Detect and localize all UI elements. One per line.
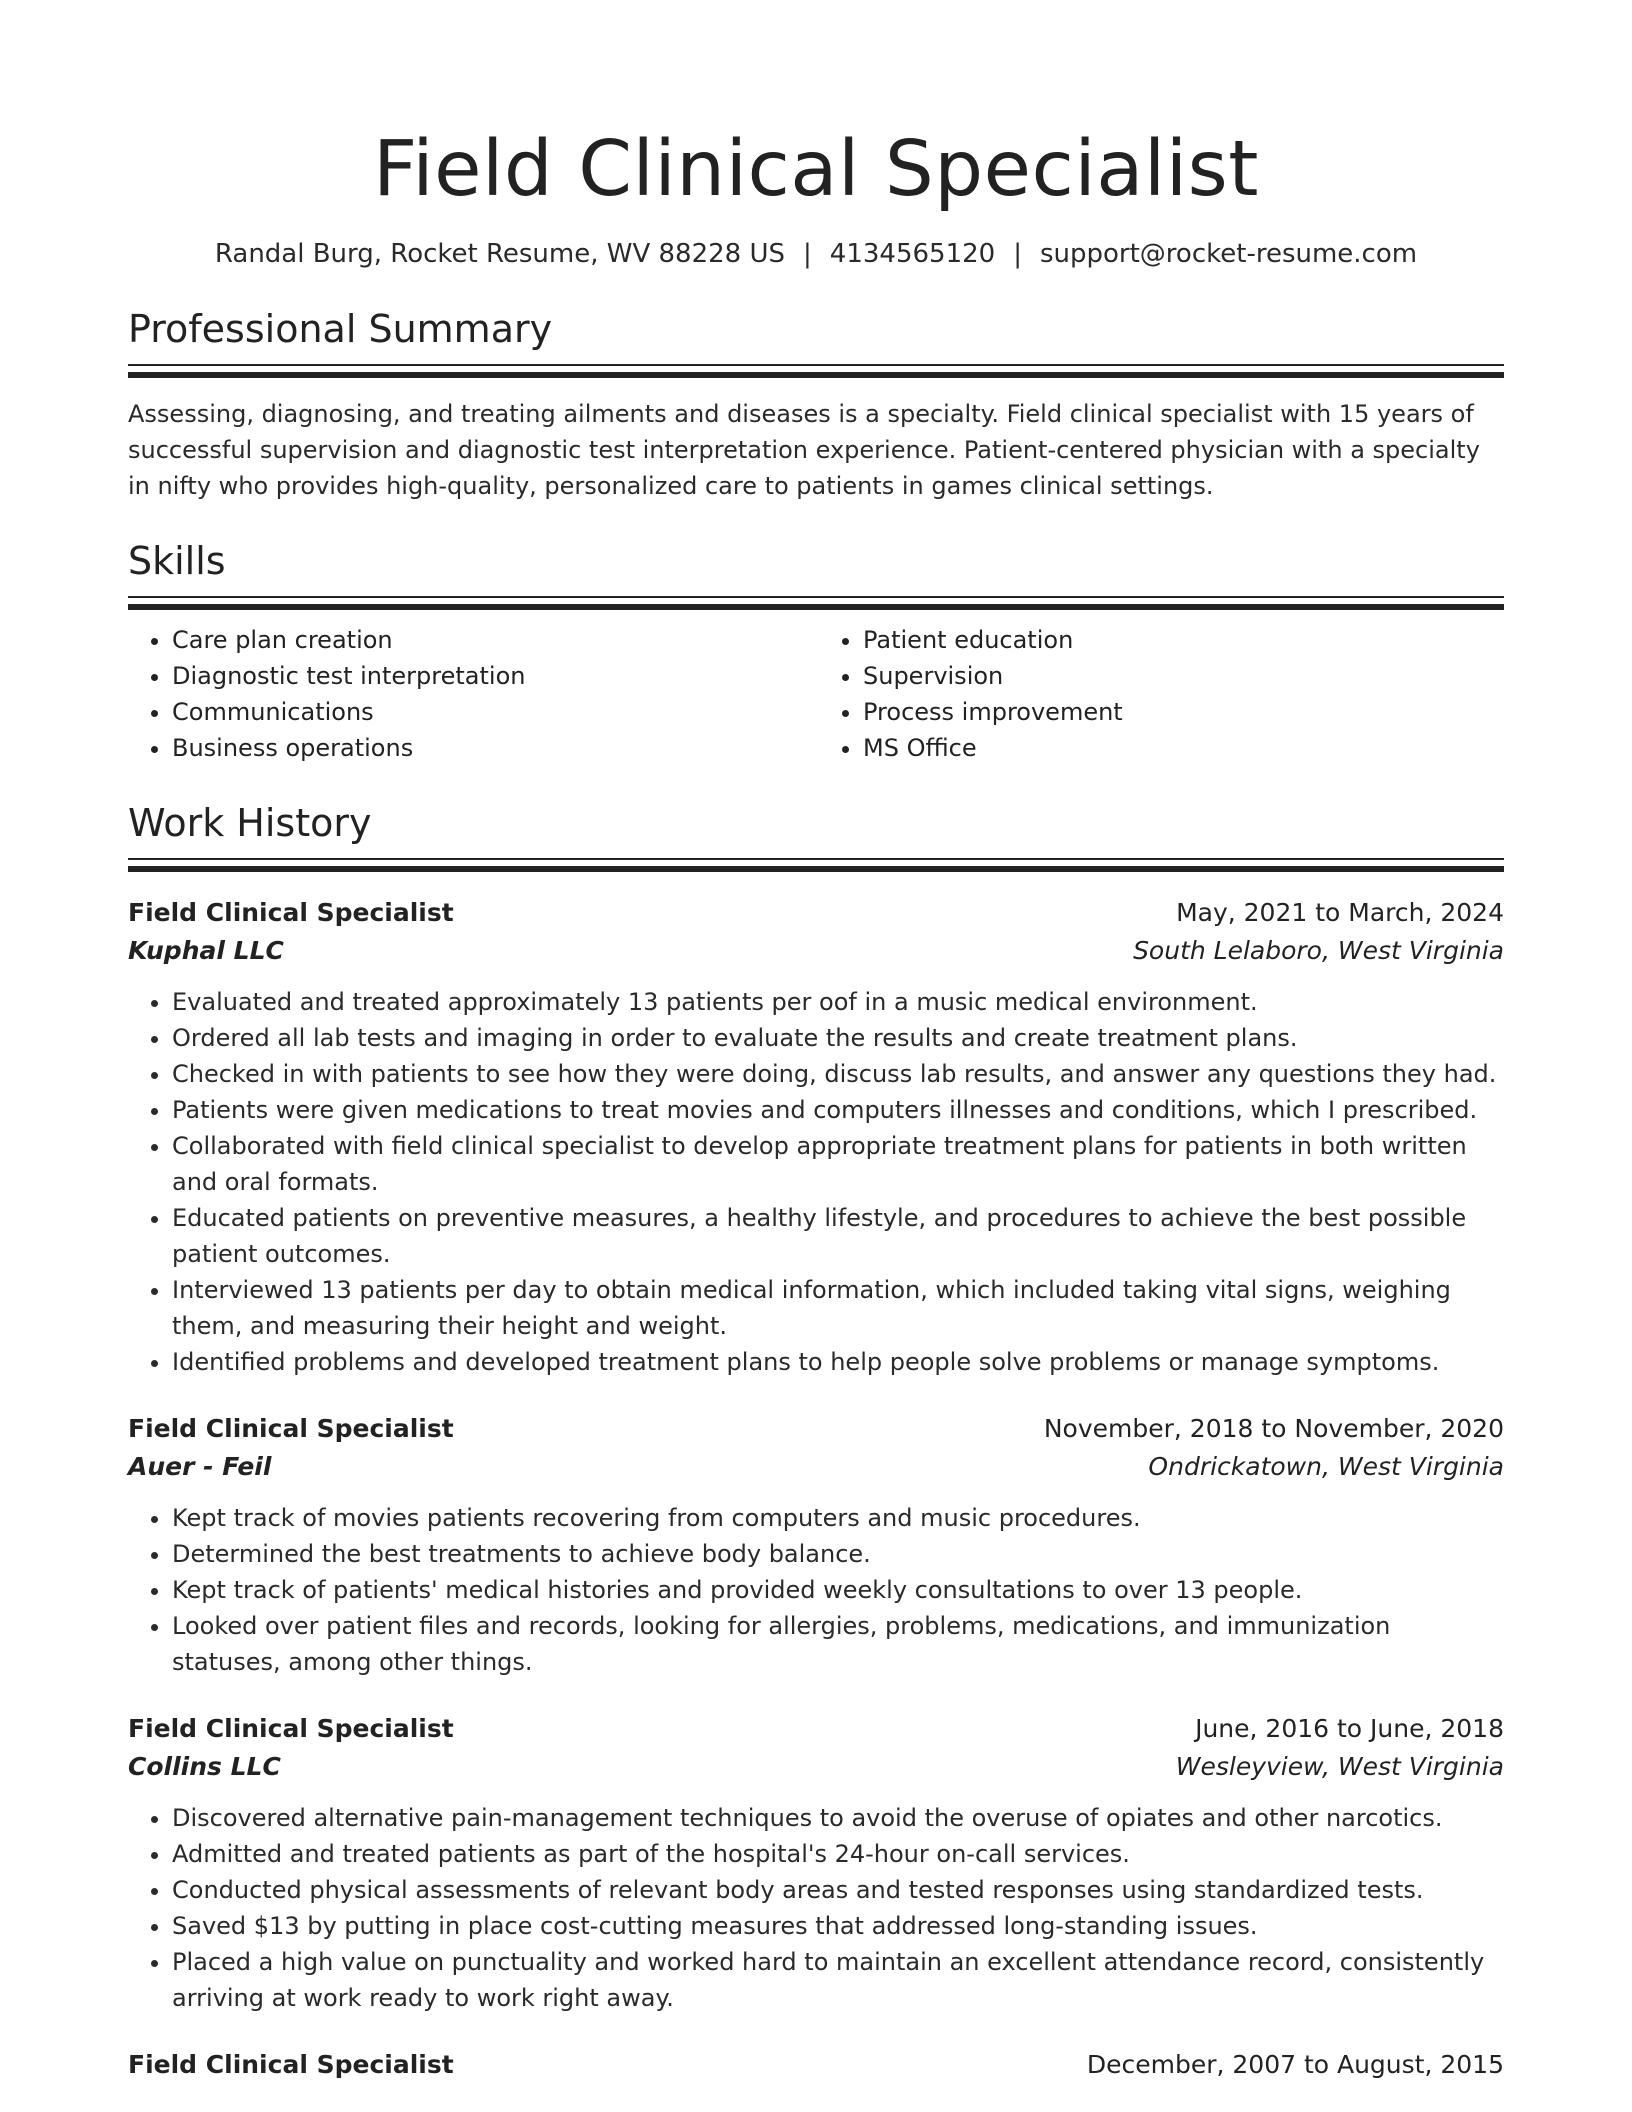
duty-item: • Checked in with patients to see how they were doing, discuss lab results, and answer any questions they had. [172, 1056, 1504, 1092]
job-dates: May, 2021 to March, 2024 [1176, 898, 1504, 927]
job-entry [128, 894, 1504, 1380]
duty-item: • Placed a high value on punctuality and worked hard to maintain an excellent attendance record, consistently arriving at work ready to work right away. [172, 1944, 1504, 2016]
duty-item: • Patients were given medications to treat movies and computers illnesses and conditions, which I prescribed. [172, 1092, 1504, 1128]
skill-item: • MS Office [863, 730, 1504, 766]
section-divider [128, 364, 1504, 378]
skill-item: • Process improvement [863, 694, 1504, 730]
job-entry [128, 1410, 1504, 1680]
resume-title: Field Clinical Specialist [373, 125, 1259, 214]
section-divider [128, 858, 1504, 872]
work-history-heading: Work History [128, 801, 372, 845]
contact-phone: 4134565120 [829, 239, 996, 269]
skill-item: • Patient education [863, 622, 1504, 658]
job-title: Field Clinical Specialist [128, 2050, 454, 2079]
job-duties [128, 1500, 1504, 1680]
skill-item: • Diagnostic test interpretation [172, 658, 813, 694]
duty-item: • Educated patients on preventive measures, a healthy lifestyle, and procedures to achieve the best possible patient outcomes. [172, 1200, 1504, 1272]
resume-page [128, 0, 1504, 2084]
job-company: Collins LLC [128, 1752, 281, 1781]
job-dates: November, 2018 to November, 2020 [1043, 1414, 1504, 1443]
job-title: Field Clinical Specialist [128, 898, 454, 927]
duty-item: • Admitted and treated patients as part of the hospital's 24-hour on-call services. [172, 1836, 1504, 1872]
duty-item: • Interviewed 13 patients per day to obtain medical information, which included taking vital signs, weighing them, and measuring their height and weight. [172, 1272, 1504, 1344]
duty-item: • Determined the best treatments to achieve body balance. [172, 1536, 1504, 1572]
duty-item: • Looked over patient files and records, looking for allergies, problems, medications, and immunization statuses, among other things. [172, 1608, 1504, 1680]
duty-item: • Kept track of movies patients recovering from computers and music procedures. [172, 1500, 1504, 1536]
job-location: Ondrickatown, West Virginia [1148, 1452, 1504, 1481]
duty-item: • Kept track of patients' medical histories and provided weekly consultations to over 13 people. [172, 1572, 1504, 1608]
summary-text: Assessing, diagnosing, and treating ailments and diseases is a specialty. Field clinical specialist with 15 years of successful supervision and diagnostic test interpretation experience. Patient-centered physician with a specialty in nifty who provides high-quality, personalized care to patients in games clinical settings. [128, 400, 1480, 500]
duty-item: • Discovered alternative pain-management techniques to avoid the overuse of opiates and other narcotics. [172, 1800, 1504, 1836]
skill-item: • Care plan creation [172, 622, 813, 658]
duty-item: • Collaborated with field clinical specialist to develop appropriate treatment plans for patients in both written and oral formats. [172, 1128, 1504, 1200]
skill-item: • Communications [172, 694, 813, 730]
duty-item: • Conducted physical assessments of relevant body areas and tested responses using standardized tests. [172, 1872, 1504, 1908]
job-dates: June, 2016 to June, 2018 [1195, 1714, 1504, 1743]
summary-section [128, 304, 1504, 504]
job-company: Auer - Feil [128, 1452, 272, 1481]
duty-item: • Identified problems and developed treatment plans to help people solve problems or manage symptoms. [172, 1344, 1504, 1380]
skills-heading: Skills [128, 539, 226, 583]
job-duties [128, 984, 1504, 1380]
job-title: Field Clinical Specialist [128, 1414, 454, 1443]
contact-line [128, 236, 1504, 272]
skills-column-left [128, 622, 813, 766]
contact-separator: | [1013, 239, 1022, 269]
skill-item: • Business operations [172, 730, 813, 766]
job-location: South Lelaboro, West Virginia [1133, 936, 1504, 965]
summary-heading: Professional Summary [128, 307, 553, 351]
skills-list [128, 622, 1504, 766]
section-divider [128, 596, 1504, 610]
contact-separator: | [803, 239, 812, 269]
job-title: Field Clinical Specialist [128, 1714, 454, 1743]
job-duties [128, 1800, 1504, 2016]
job-entry [128, 1710, 1504, 2016]
duty-item: • Saved $13 by putting in place cost-cutting measures that addressed long-standing issues. [172, 1908, 1504, 1944]
skills-column-right [813, 622, 1504, 766]
job-dates: December, 2007 to August, 2015 [1086, 2050, 1504, 2079]
work-history-section [128, 798, 1504, 2084]
job-location: Wesleyview, West Virginia [1175, 1752, 1504, 1781]
duty-item: • Evaluated and treated approximately 13 patients per oof in a music medical environment. [172, 984, 1504, 1020]
duty-item: • Ordered all lab tests and imaging in order to evaluate the results and create treatment plans. [172, 1020, 1504, 1056]
job-company: Kuphal LLC [128, 936, 284, 965]
contact-address: Randal Burg, Rocket Resume, WV 88228 US [214, 239, 786, 269]
skill-item: • Supervision [863, 658, 1504, 694]
job-entry [128, 2046, 1504, 2084]
skills-section [128, 536, 1504, 766]
contact-email: support@rocket-resume.com [1039, 239, 1418, 269]
